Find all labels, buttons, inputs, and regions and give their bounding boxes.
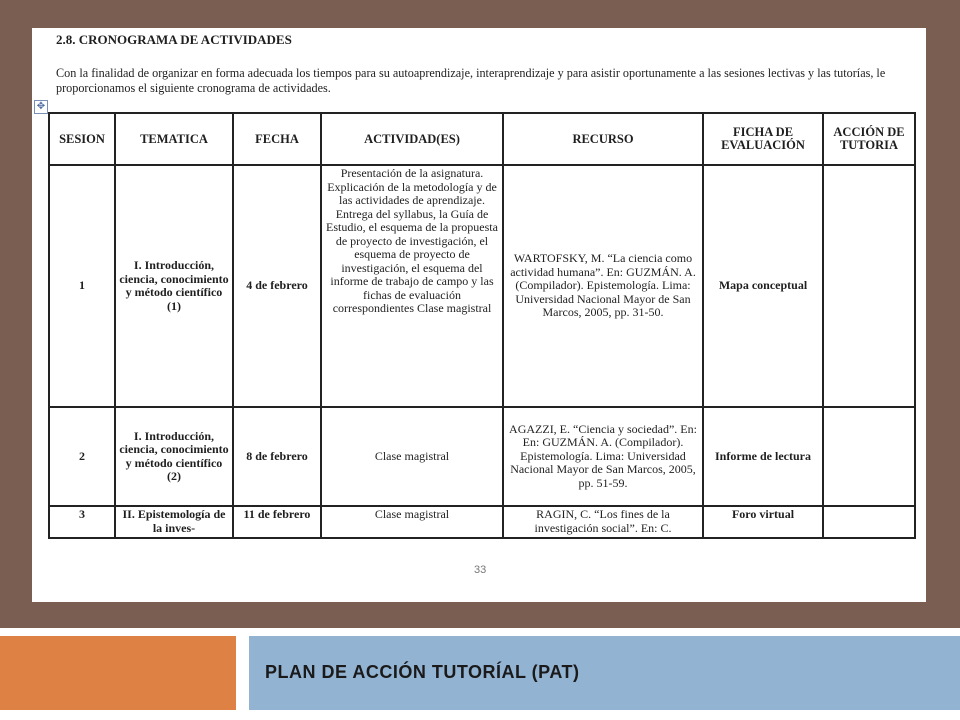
header-actividades: ACTIVIDAD(ES) bbox=[321, 113, 503, 165]
header-recurso: RECURSO bbox=[503, 113, 703, 165]
table-header-row bbox=[49, 113, 915, 165]
table-row bbox=[49, 407, 915, 506]
section-heading: 2.8. CRONOGRAMA DE ACTIVIDADES bbox=[56, 32, 292, 47]
cell-recurso: AGAZZI, E. “Ciencia y sociedad”. En: En: GUZMÁN. A. (Compilador). Epistemología. Lima: Universidad Nacional Mayor de San Marcos, 2005, pp. 51-59. bbox=[503, 407, 703, 506]
cell-accion bbox=[823, 407, 915, 506]
document-page bbox=[32, 28, 926, 602]
cell-actividades: Presentación de la asignatura. Explicación de la metodología y de las actividades de aprendizaje. Entrega del syllabus, la Guía de Estudio, el esquema de la propuesta de proyecto de investigación, el esquema de proyecto de investigación, el esquema del informe de trabajo de campo y las fichas de evaluación correspondientes Clase magistral bbox=[321, 165, 503, 407]
cell-ficha: Mapa conceptual bbox=[703, 165, 823, 407]
cell-accion bbox=[823, 165, 915, 407]
header-fecha: FECHA bbox=[233, 113, 321, 165]
cell-actividades: Clase magistral bbox=[321, 506, 503, 538]
cell-fecha: 11 de febrero bbox=[233, 506, 321, 538]
cell-tematica: II. Epistemología de la inves- bbox=[115, 506, 233, 538]
header-ficha: FICHA DE EVALUACIÓN bbox=[703, 113, 823, 165]
move-arrows-icon[interactable]: ✥ bbox=[34, 100, 48, 114]
cell-actividades: Clase magistral bbox=[321, 407, 503, 506]
cell-accion bbox=[823, 506, 915, 538]
cell-ficha: Informe de lectura bbox=[703, 407, 823, 506]
cell-ficha: Foro virtual bbox=[703, 506, 823, 538]
header-accion: ACCIÓN DE TUTORIA bbox=[823, 113, 915, 165]
cell-recurso: RAGIN, C. “Los fines de la investigación social”. En: C. bbox=[503, 506, 703, 538]
footer-title-bar bbox=[249, 636, 960, 710]
header-tematica: TEMATICA bbox=[115, 113, 233, 165]
cell-fecha: 4 de febrero bbox=[233, 165, 321, 407]
footer-accent-block bbox=[0, 636, 236, 710]
page-number: 33 bbox=[474, 564, 487, 576]
cell-tematica: I. Introducción, ciencia, conocimiento y método científico (2) bbox=[115, 407, 233, 506]
cell-sesion: 3 bbox=[49, 506, 115, 538]
cell-fecha: 8 de febrero bbox=[233, 407, 321, 506]
table-row bbox=[49, 506, 915, 538]
cell-tematica: I. Introducción, ciencia, conocimiento y método científico (1) bbox=[115, 165, 233, 407]
cell-sesion: 1 bbox=[49, 165, 115, 407]
intro-paragraph: Con la finalidad de organizar en forma adecuada los tiempos para su autoaprendizaje, interaprendizaje y para asistir oportunamente a las sesiones lectivas y las tutorías, le proporcionamos el siguiente cronograma de actividades. bbox=[56, 66, 886, 95]
header-sesion: SESION bbox=[49, 113, 115, 165]
slide-title: PLAN DE ACCIÓN TUTORÍAL (PAT) bbox=[265, 662, 580, 682]
table-row bbox=[49, 165, 915, 407]
cell-sesion: 2 bbox=[49, 407, 115, 506]
schedule-table bbox=[48, 112, 916, 539]
cell-recurso: WARTOFSKY, M. “La ciencia como actividad humana”. En: GUZMÁN. A. (Compilador). Epistemología. Lima: Universidad Nacional Mayor de San Marcos, 2005, pp. 31-50. bbox=[503, 165, 703, 407]
